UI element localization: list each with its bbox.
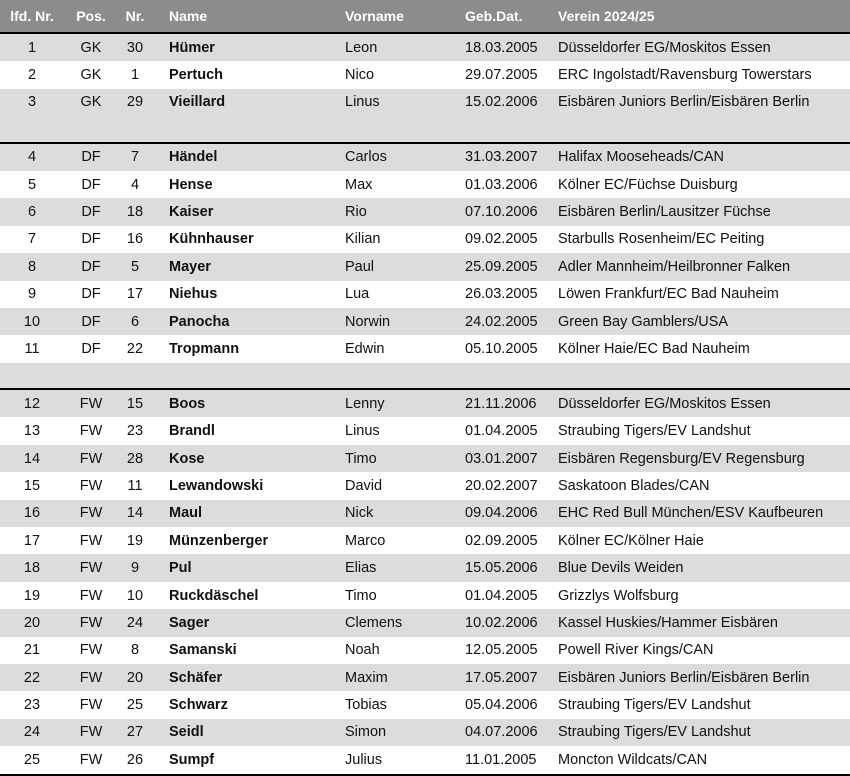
cell-birthdate: 09.02.2005 (465, 231, 538, 248)
cell-vorname: Simon (345, 724, 387, 741)
cell-number: 17 (126, 286, 144, 303)
cell-lfd-nr: 11 (24, 340, 40, 357)
cell-vorname: Leon (345, 39, 378, 56)
cell-number: 23 (126, 423, 144, 440)
cell-number: 9 (130, 560, 140, 577)
cell-name: Seidl (169, 724, 204, 741)
cell-vorname: Linus (345, 423, 380, 440)
cell-club: Halifax Mooseheads/CAN (558, 149, 725, 166)
table-body (0, 34, 850, 774)
table-row (0, 417, 850, 444)
cell-birthdate: 04.07.2006 (465, 724, 538, 741)
cell-position: FW (79, 423, 103, 440)
cell-lfd-nr: 6 (27, 204, 37, 221)
cell-name: Tropmann (169, 340, 240, 357)
cell-birthdate: 10.02.2006 (465, 614, 538, 631)
table-row (0, 308, 850, 335)
cell-club: Kölner Haie/EC Bad Nauheim (558, 340, 750, 357)
table-row (0, 719, 850, 746)
cell-lfd-nr: 5 (27, 176, 37, 193)
cell-vorname: Nico (345, 67, 375, 84)
cell-birthdate: 17.05.2007 (465, 669, 538, 686)
table-row (0, 637, 850, 664)
cell-vorname: Maxim (345, 669, 388, 686)
cell-club: Eisbären Berlin/Lausitzer Füchse (558, 204, 771, 221)
cell-number: 10 (126, 587, 144, 604)
cell-position: FW (79, 560, 103, 577)
cell-birthdate: 21.11.2006 (465, 395, 537, 412)
table-row (0, 582, 850, 609)
cell-club: Löwen Frankfurt/EC Bad Nauheim (558, 286, 779, 303)
table-row (0, 664, 850, 691)
cell-position: DF (81, 231, 101, 248)
cell-birthdate: 12.05.2005 (465, 642, 538, 659)
table-row (0, 554, 850, 581)
cell-number: 15 (126, 395, 144, 412)
cell-lfd-nr: 10 (23, 313, 41, 330)
cell-club: Straubing Tigers/EV Landshut (558, 724, 751, 741)
cell-number: 28 (126, 450, 144, 467)
cell-vorname: Rio (345, 204, 367, 221)
cell-lfd-nr: 15 (23, 477, 41, 494)
cell-number: 20 (126, 669, 144, 686)
table-row (0, 226, 850, 253)
cell-lfd-nr: 25 (23, 751, 41, 768)
cell-lfd-nr: 18 (23, 560, 41, 577)
cell-position: FW (79, 395, 103, 412)
cell-vorname: David (345, 477, 383, 494)
cell-number: 14 (126, 505, 144, 522)
cell-vorname: Paul (345, 258, 375, 275)
cell-name: Ruckdäschel (169, 587, 259, 604)
cell-number: 22 (126, 340, 144, 357)
cell-name: Münzenberger (169, 532, 269, 549)
table-row (0, 89, 850, 116)
cell-position: FW (79, 505, 103, 522)
cell-vorname: Lua (345, 286, 370, 303)
cell-club: Düsseldorfer EG/Moskitos Essen (558, 39, 771, 56)
cell-number: 29 (126, 94, 144, 111)
cell-vorname: Norwin (345, 313, 391, 330)
cell-lfd-nr: 20 (23, 614, 41, 631)
cell-birthdate: 24.02.2005 (465, 313, 538, 330)
cell-birthdate: 01.04.2005 (465, 587, 538, 604)
table-row (0, 144, 850, 171)
cell-birthdate: 31.03.2007 (465, 149, 538, 166)
cell-birthdate: 01.04.2005 (465, 423, 538, 440)
cell-club: Adler Mannheim/Heilbronner Falken (558, 258, 791, 275)
cell-name: Maul (169, 505, 203, 522)
cell-name: Vieillard (169, 94, 226, 111)
cell-number: 30 (126, 39, 144, 56)
cell-name: Hümer (169, 39, 215, 56)
cell-position: GK (80, 39, 102, 56)
cell-position: FW (79, 587, 103, 604)
cell-number: 7 (130, 149, 140, 166)
cell-club: Straubing Tigers/EV Landshut (558, 697, 751, 714)
cell-vorname: Kilian (345, 231, 381, 248)
cell-club: Green Bay Gamblers/USA (558, 313, 729, 330)
cell-lfd-nr: 4 (27, 149, 37, 166)
cell-name: Samanski (169, 642, 237, 659)
cell-name: Panocha (169, 313, 230, 330)
header-position: Pos. (76, 8, 106, 24)
cell-name: Lewandowski (169, 477, 264, 494)
cell-lfd-nr: 13 (23, 423, 41, 440)
cell-club: Straubing Tigers/EV Landshut (558, 423, 751, 440)
table-row (0, 527, 850, 554)
group-separator (0, 363, 850, 390)
cell-birthdate: 20.02.2007 (465, 477, 538, 494)
cell-birthdate: 03.01.2007 (465, 450, 538, 467)
cell-birthdate: 11.01.2005 (465, 751, 537, 768)
table-row (0, 691, 850, 718)
cell-vorname: Nick (345, 505, 374, 522)
cell-name: Sager (169, 614, 210, 631)
cell-position: FW (79, 697, 103, 714)
cell-club: Blue Devils Weiden (558, 560, 684, 577)
table-row (0, 746, 850, 773)
cell-birthdate: 29.07.2005 (465, 67, 538, 84)
cell-position: DF (81, 286, 101, 303)
cell-birthdate: 18.03.2005 (465, 39, 538, 56)
table-row (0, 472, 850, 499)
cell-birthdate: 02.09.2005 (465, 532, 538, 549)
cell-club: Kölner EC/Füchse Duisburg (558, 176, 738, 193)
cell-name: Brandl (169, 423, 215, 440)
cell-birthdate: 01.03.2006 (465, 176, 538, 193)
cell-number: 25 (126, 697, 144, 714)
header-club: Verein 2024/25 (558, 8, 655, 24)
cell-number: 4 (130, 176, 140, 193)
cell-name: Hense (169, 176, 213, 193)
cell-lfd-nr: 24 (23, 724, 41, 741)
cell-club: Eisbären Regensburg/EV Regensburg (558, 450, 805, 467)
cell-lfd-nr: 9 (27, 286, 37, 303)
cell-lfd-nr: 7 (27, 231, 37, 248)
cell-vorname: Lenny (345, 395, 385, 412)
cell-club: Eisbären Juniors Berlin/Eisbären Berlin (558, 94, 810, 111)
cell-vorname: Marco (345, 532, 386, 549)
header-lfd-nr: lfd. Nr. (10, 8, 54, 24)
cell-number: 18 (126, 204, 144, 221)
cell-position: FW (79, 532, 103, 549)
table-row (0, 171, 850, 198)
cell-birthdate: 09.04.2006 (465, 505, 538, 522)
cell-lfd-nr: 21 (23, 642, 41, 659)
cell-birthdate: 07.10.2006 (465, 204, 538, 221)
cell-number: 19 (126, 532, 144, 549)
cell-name: Kühnhauser (169, 231, 254, 248)
cell-position: DF (81, 313, 101, 330)
cell-vorname: Timo (345, 587, 377, 604)
cell-lfd-nr: 2 (27, 67, 37, 84)
group-separator (0, 116, 850, 143)
cell-position: FW (79, 642, 103, 659)
cell-position: DF (81, 176, 101, 193)
cell-number: 6 (130, 313, 140, 330)
cell-name: Niehus (169, 286, 218, 303)
cell-lfd-nr: 1 (27, 39, 37, 56)
cell-number: 5 (130, 258, 140, 275)
cell-club: Saskatoon Blades/CAN (558, 477, 710, 494)
cell-lfd-nr: 14 (23, 450, 41, 467)
cell-name: Pul (169, 560, 192, 577)
cell-club: Kassel Huskies/Hammer Eisbären (558, 614, 778, 631)
table-row (0, 500, 850, 527)
cell-club: Powell River Kings/CAN (558, 642, 714, 659)
cell-lfd-nr: 8 (27, 258, 37, 275)
cell-club: Starbulls Rosenheim/EC Peiting (558, 231, 765, 248)
cell-vorname: Noah (345, 642, 380, 659)
cell-position: FW (79, 669, 103, 686)
cell-number: 27 (126, 724, 144, 741)
cell-position: FW (79, 450, 103, 467)
cell-name: Schäfer (169, 669, 223, 686)
cell-vorname: Edwin (345, 340, 385, 357)
cell-name: Schwarz (169, 697, 228, 714)
cell-number: 1 (130, 67, 140, 84)
cell-birthdate: 15.02.2006 (465, 94, 538, 111)
cell-position: DF (81, 149, 101, 166)
cell-birthdate: 26.03.2005 (465, 286, 538, 303)
cell-birthdate: 15.05.2006 (465, 560, 538, 577)
cell-position: GK (80, 67, 102, 84)
cell-club: EHC Red Bull München/ESV Kaufbeuren (558, 505, 824, 522)
cell-club: Moncton Wildcats/CAN (558, 751, 708, 768)
cell-vorname: Linus (345, 94, 380, 111)
cell-number: 24 (126, 614, 144, 631)
cell-lfd-nr: 16 (23, 505, 41, 522)
cell-vorname: Max (345, 176, 373, 193)
cell-vorname: Clemens (345, 614, 403, 631)
cell-position: FW (79, 724, 103, 741)
cell-position: FW (79, 614, 103, 631)
cell-name: Händel (169, 149, 218, 166)
cell-lfd-nr: 12 (23, 395, 41, 412)
cell-club: Eisbären Juniors Berlin/Eisbären Berlin (558, 669, 810, 686)
table-row (0, 390, 850, 417)
cell-club: Kölner EC/Kölner Haie (558, 532, 704, 549)
cell-lfd-nr: 17 (23, 532, 41, 549)
cell-position: DF (81, 204, 101, 221)
table-header (0, 0, 850, 34)
table-row (0, 253, 850, 280)
table-row (0, 445, 850, 472)
cell-name: Kose (169, 450, 205, 467)
cell-lfd-nr: 3 (27, 94, 37, 111)
cell-number: 8 (130, 642, 140, 659)
cell-position: DF (81, 258, 101, 275)
cell-vorname: Carlos (345, 149, 387, 166)
cell-number: 26 (126, 751, 144, 768)
cell-lfd-nr: 22 (23, 669, 41, 686)
table-row (0, 335, 850, 362)
cell-birthdate: 25.09.2005 (465, 258, 538, 275)
cell-birthdate: 05.10.2005 (465, 340, 538, 357)
table-row (0, 61, 850, 88)
cell-position: GK (80, 94, 102, 111)
cell-vorname: Elias (345, 560, 377, 577)
header-number: Nr. (125, 8, 145, 24)
cell-name: Mayer (169, 258, 211, 275)
cell-position: FW (79, 751, 103, 768)
cell-number: 16 (126, 231, 144, 248)
table-row (0, 281, 850, 308)
cell-club: Düsseldorfer EG/Moskitos Essen (558, 395, 771, 412)
table-row (0, 609, 850, 636)
header-birthdate: Geb.Dat. (465, 8, 523, 24)
cell-lfd-nr: 23 (23, 697, 41, 714)
cell-lfd-nr: 19 (23, 587, 41, 604)
cell-club: ERC Ingolstadt/Ravensburg Towerstars (558, 67, 812, 84)
cell-vorname: Tobias (345, 697, 387, 714)
cell-name: Sumpf (169, 751, 215, 768)
cell-name: Pertuch (169, 67, 223, 84)
cell-club: Grizzlys Wolfsburg (558, 587, 679, 604)
table-row (0, 34, 850, 61)
cell-name: Boos (169, 395, 206, 412)
cell-vorname: Julius (345, 751, 383, 768)
cell-position: FW (79, 477, 103, 494)
cell-vorname: Timo (345, 450, 377, 467)
cell-position: DF (81, 340, 101, 357)
table-row (0, 198, 850, 225)
cell-birthdate: 05.04.2006 (465, 697, 538, 714)
header-name: Name (169, 8, 208, 24)
cell-name: Kaiser (169, 204, 214, 221)
cell-number: 11 (127, 477, 143, 494)
header-vorname: Vorname (345, 8, 404, 24)
